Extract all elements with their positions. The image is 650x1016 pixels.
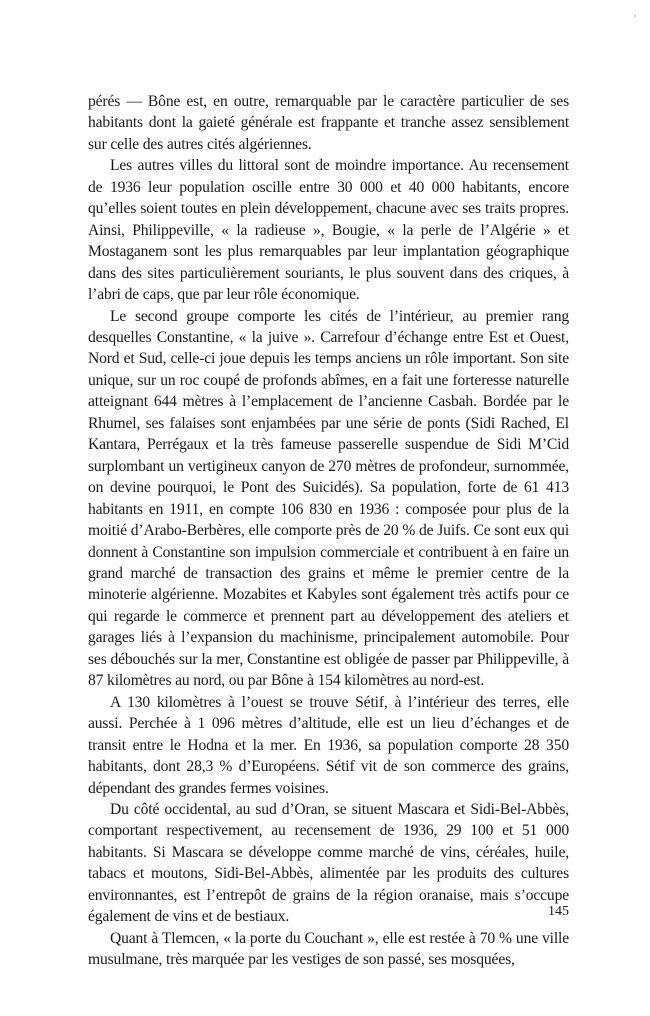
page-number: 145 bbox=[548, 904, 569, 919]
paragraph: A 130 kilomètres à l’ouest se trouve Sétif, à l’intérieur des terres, elle aussi. Perchée à 1 096 mètres d’altitude, elle est un lieu d’échanges et de transit entre le Hodna et la mer. En 1936, sa population comporte 28 350 habitants, dont 28,3 % d’Européens. Sétif vit de son commerce des grains, dépendant des grandes fermes voisines. bbox=[88, 693, 569, 797]
paragraph: Les autres villes du littoral sont de moindre importance. Au recensement de 1936 leur population oscille entre 30 000 et 40 000 habitants, encore qu’elles soient toutes en plein développement, chacune avec ses traits propres. Ainsi, Philippeville, « la radieuse », Bougie, « la perle de l’Algérie » et Mostaganem sont les plus remarquables par leur implantation géographique dans des sites particulièrement souriants, le plus souvent dans des criques, à l’abri de caps, que par leur rôle économique. bbox=[88, 157, 569, 304]
page-body bbox=[88, 91, 569, 971]
paragraph: pérés — Bône est, en outre, remarquable par le caractère particulier de ses habitants dont la gaieté générale est frappante et tranche assez sensiblement sur celle des autres cités algériennes. bbox=[88, 93, 569, 153]
paragraph: Le second groupe comporte les cités de l’intérieur, au premier rang desquelles Constantine, « la juive ». Carrefour d’échange entre Est et Ouest, Nord et Sud, celle-ci joue depuis les temps anciens un rôle important. Son site unique, sur un roc coupé de profonds abîmes, en a fait une forteresse naturelle atteignant 644 mètres à l’emplacement de l’ancienne Casbah. Bordée par le Rhumel, ses falaises sont enjambées par une série de ponts (Sidi Rached, El Kantara, Perrégaux et la très fameuse passerelle suspendue de Sidi M’Cid surplombant un vertigineux canyon de 270 mètres de profondeur, surnommée, on devine pourquoi, le Pont des Suicidés). Sa population, forte de 61 413 habitants en 1911, en compte 106 830 en 1936 : composée pour plus de la moitié d’Arabo-Berbères, elle comporte près de 20 % de Juifs. Ce sont eux qui donnent à Constantine son impulsion commerciale et contribuent à en faire un grand marché de transaction des grains et même le premier centre de la minoterie algérienne. Mozabites et Kabyles sont également très actifs pour ce qui regarde le commerce et prennent part au développement des ateliers et garages liés à l’expansion du machinisme, principalement automobile. Pour ses débouchés sur la mer, Constantine est obligée de passer par Philippeville, à 87 kilomètres au nord, ou par Bône à 154 kilomètres au nord-est. bbox=[88, 307, 569, 690]
scan-mark: ' bbox=[634, 14, 636, 25]
paragraph: Quant à Tlemcen, « la porte du Couchant », elle est restée à 70 % une ville musulmane, très marquée par les vestiges de son passé, ses mosquées, bbox=[88, 929, 569, 969]
paragraph: Du côté occidental, au sud d’Oran, se situent Mascara et Sidi-Bel-Abbès, comportant respectivement, au recensement de 1936, 29 100 et 51 000 habitants. Si Mascara se développe comme marché de vins, céréales, huile, tabacs et moutons, Sidi-Bel-Abbès, alimentée par les produits des cultures environnantes, est l’entrepôt de grains de la région oranaise, mais s’occupe également de vins et de bestiaux. bbox=[88, 800, 569, 926]
